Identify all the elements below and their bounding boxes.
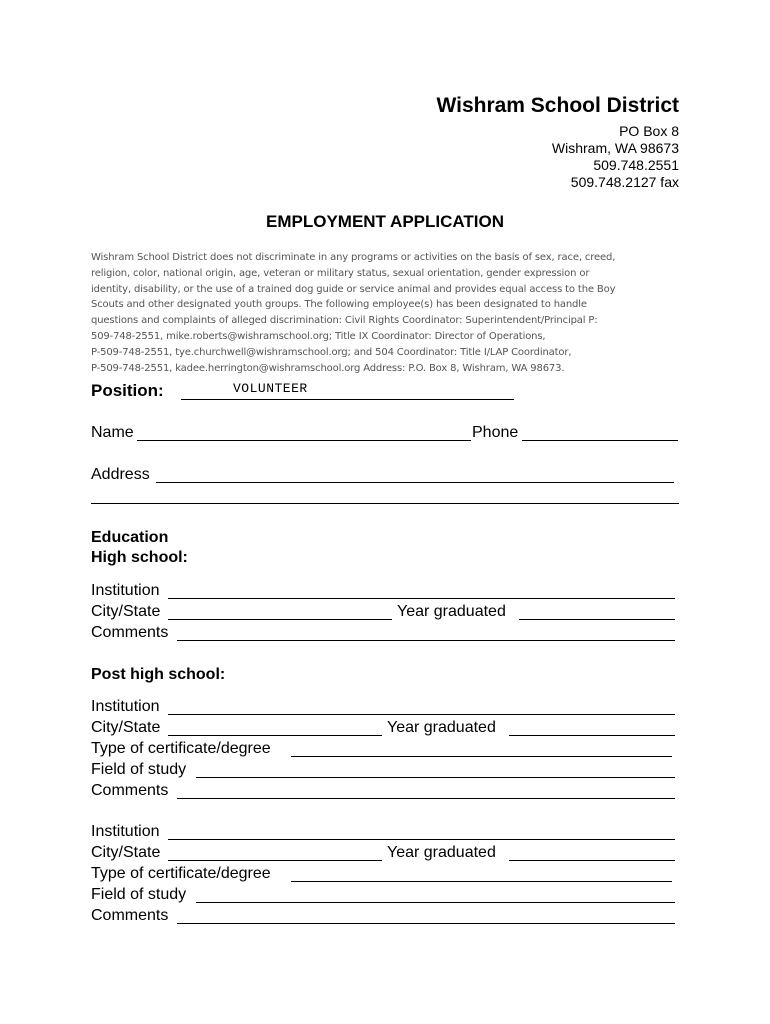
year-graduated-label: Year graduated bbox=[397, 603, 506, 620]
phone-label: Phone bbox=[472, 424, 519, 441]
certificate-label: Type of certificate/degree bbox=[91, 740, 271, 757]
district-city-state: Wishram, WA 98673 bbox=[551, 140, 679, 156]
notice-line: Wishram School District does not discriminate in any programs or activities on the basis of sex, race, creed, bbox=[91, 252, 616, 263]
phs2-comments-row bbox=[91, 906, 679, 928]
comments-label: Comments bbox=[91, 782, 169, 799]
institution-label: Institution bbox=[91, 823, 160, 840]
hs-city-state-field[interactable] bbox=[168, 619, 392, 620]
address-field-line-2[interactable] bbox=[91, 503, 679, 504]
phs1-certificate-row bbox=[91, 739, 679, 761]
phs1-field-of-study-row bbox=[91, 760, 679, 782]
district-name: Wishram School District bbox=[436, 94, 679, 117]
city-state-label: City/State bbox=[91, 603, 161, 620]
high-school-heading: High school: bbox=[91, 549, 188, 566]
phs1-institution-row bbox=[91, 697, 679, 719]
hs-city-state-row bbox=[91, 602, 679, 624]
position-field-line[interactable] bbox=[181, 399, 514, 400]
year-graduated-label: Year graduated bbox=[387, 719, 496, 736]
phs2-certificate-field[interactable] bbox=[291, 881, 672, 882]
phs2-city-state-field[interactable] bbox=[168, 860, 382, 861]
phone-field[interactable] bbox=[522, 440, 678, 441]
notice-line: P-509-748-2551, kadee.herrington@wishramschool.org Address: P.O. Box 8, Wishram, WA 98673. bbox=[91, 362, 565, 374]
district-fax: 509.748.2127 fax bbox=[570, 174, 679, 190]
position-label: Position: bbox=[91, 381, 164, 400]
phs1-city-state-field[interactable] bbox=[168, 735, 382, 736]
education-heading: Education bbox=[91, 529, 169, 546]
district-phone: 509.748.2551 bbox=[593, 157, 679, 173]
document-title: EMPLOYMENT APPLICATION bbox=[266, 212, 504, 231]
notice-line: questions and complaints of alleged discrimination: Civil Rights Coordinator: Superintendent/Principal P: bbox=[91, 315, 598, 327]
phs1-institution-field[interactable] bbox=[168, 714, 675, 715]
address-row bbox=[91, 465, 679, 487]
hs-comments-row bbox=[91, 623, 679, 645]
year-graduated-label: Year graduated bbox=[387, 844, 496, 861]
name-field[interactable] bbox=[137, 440, 471, 441]
phs2-year-graduated-field[interactable] bbox=[509, 860, 675, 861]
position-row bbox=[91, 381, 308, 405]
comments-label: Comments bbox=[91, 907, 169, 924]
phs1-certificate-field[interactable] bbox=[291, 756, 672, 757]
phs1-field-of-study-field[interactable] bbox=[196, 777, 675, 778]
notice-line: religion, color, national origin, age, veteran or military status, sexual orientation, gender expression or bbox=[91, 267, 590, 279]
phs1-comments-row bbox=[91, 781, 679, 803]
institution-label: Institution bbox=[91, 698, 160, 715]
phs1-comments-field[interactable] bbox=[177, 798, 675, 799]
phs2-comments-field[interactable] bbox=[177, 923, 675, 924]
phs2-certificate-row bbox=[91, 864, 679, 886]
field-of-study-label: Field of study bbox=[91, 761, 187, 778]
hs-institution-field[interactable] bbox=[168, 598, 675, 599]
hs-institution-row bbox=[91, 581, 679, 603]
hs-comments-field[interactable] bbox=[177, 640, 675, 641]
notice-line: Scouts and other designated youth groups. The following employee(s) has been designated to handle bbox=[91, 299, 587, 311]
notice-line: P-509-748-2551, tye.churchwell@wishramschool.org; and 504 Coordinator: Title I/LAP Coordinator, bbox=[91, 346, 572, 358]
position-value[interactable]: VOLUNTEER bbox=[233, 381, 308, 396]
phs1-city-state-row bbox=[91, 718, 679, 740]
hs-year-graduated-field[interactable] bbox=[519, 619, 675, 620]
notice-line: identity, disability, or the use of a trained dog guide or service animal and provides equal access to the Boy bbox=[91, 283, 616, 295]
certificate-label: Type of certificate/degree bbox=[91, 865, 271, 882]
phs2-field-of-study-row bbox=[91, 885, 679, 907]
name-label: Name bbox=[91, 424, 134, 441]
district-po-box: PO Box 8 bbox=[619, 123, 679, 139]
field-of-study-label: Field of study bbox=[91, 886, 187, 903]
city-state-label: City/State bbox=[91, 844, 161, 861]
address-label: Address bbox=[91, 466, 150, 483]
phs1-year-graduated-field[interactable] bbox=[509, 735, 675, 736]
phs2-institution-row bbox=[91, 822, 679, 844]
phs2-field-of-study-field[interactable] bbox=[196, 902, 675, 903]
institution-label: Institution bbox=[91, 582, 160, 599]
name-phone-row bbox=[91, 423, 679, 445]
address-field-line-1[interactable] bbox=[156, 482, 674, 483]
notice-line: 509-748-2551, mike.roberts@wishramschool.org; Title IX Coordinator: Director of Operations, bbox=[91, 330, 546, 342]
nondiscrimination-notice bbox=[91, 250, 676, 376]
district-header bbox=[436, 93, 679, 191]
post-high-school-heading: Post high school: bbox=[91, 666, 226, 683]
city-state-label: City/State bbox=[91, 719, 161, 736]
comments-label: Comments bbox=[91, 624, 169, 641]
phs2-city-state-row bbox=[91, 843, 679, 865]
phs2-institution-field[interactable] bbox=[168, 839, 675, 840]
